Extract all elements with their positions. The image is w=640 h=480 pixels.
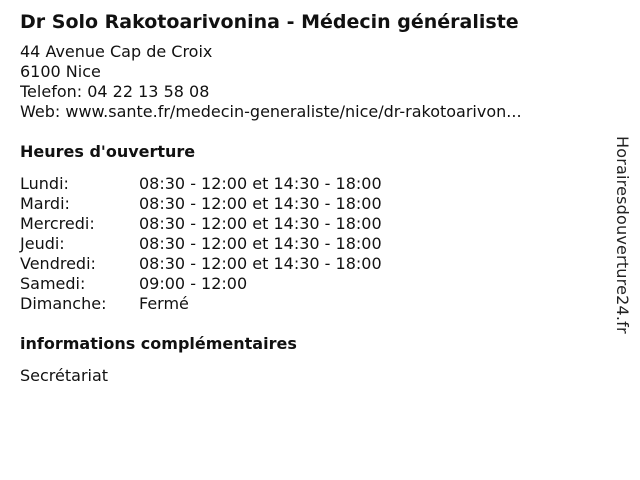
day-label: Vendredi: [20,254,96,273]
additional-info-heading: informations complémentaires [20,334,297,353]
hours-row-sunday [20,294,382,314]
website-line: Web: www.sante.fr/medecin-generaliste/nice/dr-rakotoarivon... [20,102,522,121]
day-label: Lundi: [20,174,69,193]
day-label: Samedi: [20,274,86,293]
time-range: 08:30 - 12:00 et 14:30 - 18:00 [139,214,382,233]
site-watermark: Horairesdouverture24.fr [613,136,632,334]
hours-row-friday [20,254,382,274]
opening-hours-heading: Heures d'ouverture [20,142,196,161]
day-label: Mercredi: [20,214,95,233]
time-range: 08:30 - 12:00 et 14:30 - 18:00 [139,254,382,273]
day-label: Mardi: [20,194,70,213]
additional-info-value: Secrétariat [20,366,109,385]
hours-row-saturday [20,274,382,294]
opening-hours-table [20,174,382,314]
hours-row-wednesday [20,214,382,234]
phone-line: Telefon: 04 22 13 58 08 [20,82,210,101]
hours-row-monday [20,174,382,194]
hours-row-thursday [20,234,382,254]
day-label: Dimanche: [20,294,107,313]
hours-row-tuesday [20,194,382,214]
page-title: Dr Solo Rakotoarivonina - Médecin généraliste [20,11,519,33]
time-range: 08:30 - 12:00 et 14:30 - 18:00 [139,234,382,253]
time-range: 08:30 - 12:00 et 14:30 - 18:00 [139,174,382,193]
time-range: Fermé [139,294,189,313]
day-label: Jeudi: [20,234,65,253]
time-range: 08:30 - 12:00 et 14:30 - 18:00 [139,194,382,213]
business-card [20,8,600,386]
city-address: 6100 Nice [20,62,101,81]
time-range: 09:00 - 12:00 [139,274,248,293]
contact-block [20,42,600,122]
street-address: 44 Avenue Cap de Croix [20,42,213,61]
